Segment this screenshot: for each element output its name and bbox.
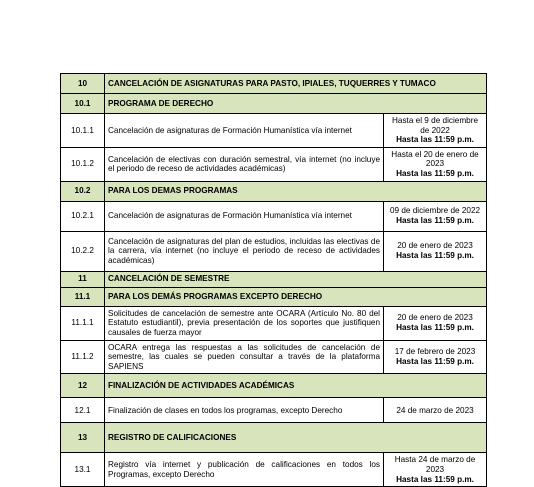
section-number: 10 (61, 74, 105, 94)
section-number: 12 (61, 374, 105, 398)
item-date: Hasta el 9 de diciembre de 2022 (392, 116, 479, 135)
item-date-cell (384, 201, 487, 231)
item-date: 09 de diciembre de 2022 (389, 206, 481, 216)
item-description: Registro vía internet y publicación de calificaciones en todos los Programas, excepto Derecho (105, 453, 384, 487)
item-number: 10.1.1 (61, 114, 105, 148)
item-number: 13.1 (61, 453, 105, 487)
item-number: 11.1.1 (61, 306, 105, 340)
section-title: CANCELACIÓN DE ASIGNATURAS PARA PASTO, IPIALES, TUQUERRES Y TUMACO (105, 74, 487, 94)
item-description: OCARA entrega las respuestas a las solicitudes de cancelación de semestre, las cuales se pueden consultar a través de la plataforma SAPIENS (105, 340, 384, 374)
table-row (61, 147, 487, 181)
table-row (61, 398, 487, 423)
item-number: 10.1.2 (61, 147, 105, 181)
item-date: Hasta 24 de marzo de 2023 (394, 455, 476, 474)
table-row (61, 231, 487, 271)
item-number: 11.1.2 (61, 340, 105, 374)
section-row (61, 271, 487, 287)
section-title: CANCELACIÓN DE SEMESTRE (105, 271, 487, 287)
item-date-cell (384, 114, 487, 148)
section-number: 13 (61, 423, 105, 453)
item-description: Cancelación de asignaturas de Formación Humanística vía internet (105, 114, 384, 148)
item-description: Solicitudes de cancelación de semestre ante OCARA (Artículo No. 80 del Estatuto estudiantil), previa presentación de los soportes que justifiquen causales de fuerza mayor (105, 306, 384, 340)
item-date-cell (384, 453, 487, 487)
section-number: 10.2 (61, 181, 105, 201)
item-date-cell (384, 147, 487, 181)
section-title: PROGRAMA DE DERECHO (105, 94, 487, 114)
table-row (61, 340, 487, 374)
item-date-cell (384, 231, 487, 271)
item-description: Cancelación de asignaturas del plan de estudios, incluidas las electivas de la carrera, vía internet (no incluye el periodo de receso de actividades académicas) (105, 231, 384, 271)
section-number: 11.1 (61, 287, 105, 306)
section-row (61, 74, 487, 94)
item-description: Finalización de clases en todos los programas, excepto Derecho (105, 398, 384, 423)
item-description: Cancelación de asignaturas de Formación Humanística vía internet (105, 201, 384, 231)
item-number: 10.2.1 (61, 201, 105, 231)
academic-calendar-table (60, 73, 487, 487)
section-row (61, 423, 487, 453)
item-deadline-time: Hasta las 11:59 p.m. (396, 135, 474, 145)
item-deadline-time: Hasta las 11:59 p.m. (396, 168, 474, 178)
item-date: 20 de enero de 2023 (397, 313, 473, 323)
item-description: Cancelación de electivas con duración semestral, vía internet (no incluye el periodo de receso de actividades académicas) (105, 147, 384, 181)
item-date-cell (384, 306, 487, 340)
item-date: 24 de marzo de 2023 (396, 405, 474, 415)
item-number: 12.1 (61, 398, 105, 423)
item-deadline-time: Hasta las 11:59 p.m. (396, 356, 474, 366)
item-deadline-time: Hasta las 11:59 p.m. (396, 251, 474, 261)
section-row (61, 287, 487, 306)
item-number: 10.2.2 (61, 231, 105, 271)
section-title: PARA LOS DEMÁS PROGRAMAS EXCEPTO DERECHO (105, 287, 487, 306)
section-number: 11 (61, 271, 105, 287)
item-deadline-time: Hasta las 11:59 p.m. (396, 474, 474, 484)
item-date: Hasta el 20 de enero de 2023 (391, 149, 479, 169)
table-row (61, 453, 487, 487)
section-title: PARA LOS DEMAS PROGRAMAS (105, 181, 487, 201)
section-row (61, 374, 487, 398)
table-row (61, 306, 487, 340)
item-date-cell (384, 398, 487, 423)
section-title: REGISTRO DE CALIFICACIONES (105, 423, 487, 453)
table-row (61, 114, 487, 148)
item-date: 17 de febrero de 2023 (394, 347, 476, 357)
section-number: 10.1 (61, 94, 105, 114)
section-title: FINALIZACIÓN DE ACTIVIDADES ACADÉMICAS (105, 374, 487, 398)
section-row (61, 181, 487, 201)
item-deadline-time: Hasta las 11:59 p.m. (396, 216, 474, 226)
item-deadline-time: Hasta las 11:59 p.m. (396, 323, 474, 333)
section-row (61, 94, 487, 114)
item-date: 20 de enero de 2023 (397, 241, 473, 251)
item-date-cell (384, 340, 487, 374)
table-row (61, 201, 487, 231)
